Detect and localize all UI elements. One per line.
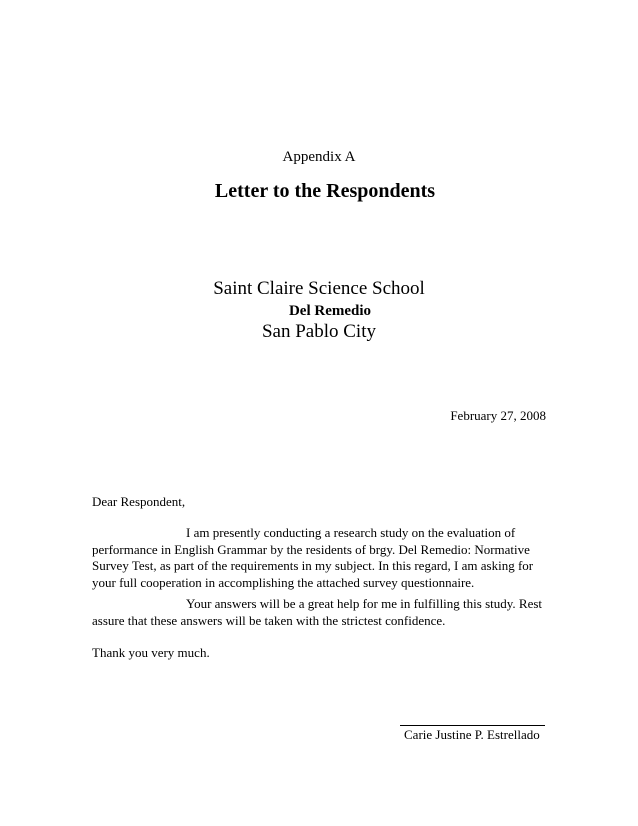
paragraph-line: Survey Test, as part of the requirements in my subject. In this regard, I am asking for: [92, 558, 534, 573]
school-location: Del Remedio: [288, 303, 372, 319]
appendix-label: Appendix A: [282, 149, 356, 165]
paragraph-line: your full cooperation in accomplishing the attached survey questionnaire.: [92, 574, 475, 590]
letter-title: Letter to the Respondents: [214, 180, 436, 202]
school-name: Saint Claire Science School: [213, 278, 425, 299]
letter-date: February 27, 2008: [450, 408, 546, 423]
closing-line: Thank you very much.: [92, 645, 210, 660]
school-city: San Pablo City: [261, 321, 376, 342]
signature-line: [400, 725, 545, 726]
salutation: Dear Respondent,: [92, 494, 186, 509]
paragraph-line: performance in English Grammar by the residents of brgy. Del Remedio: Normative: [92, 541, 530, 557]
signatory-name: Carie Justine P. Estrellado: [404, 727, 540, 742]
paragraph-line: assure that these answers will be taken with the strictest confidence.: [92, 612, 446, 628]
paragraph-line: I am presently conducting a research study on the evaluation of: [186, 525, 516, 540]
paragraph-line: Your answers will be a great help for me in fulfilling this study. Rest: [186, 596, 543, 611]
body-paragraph-1: [92, 525, 552, 591]
body-paragraph-2: [92, 596, 552, 629]
